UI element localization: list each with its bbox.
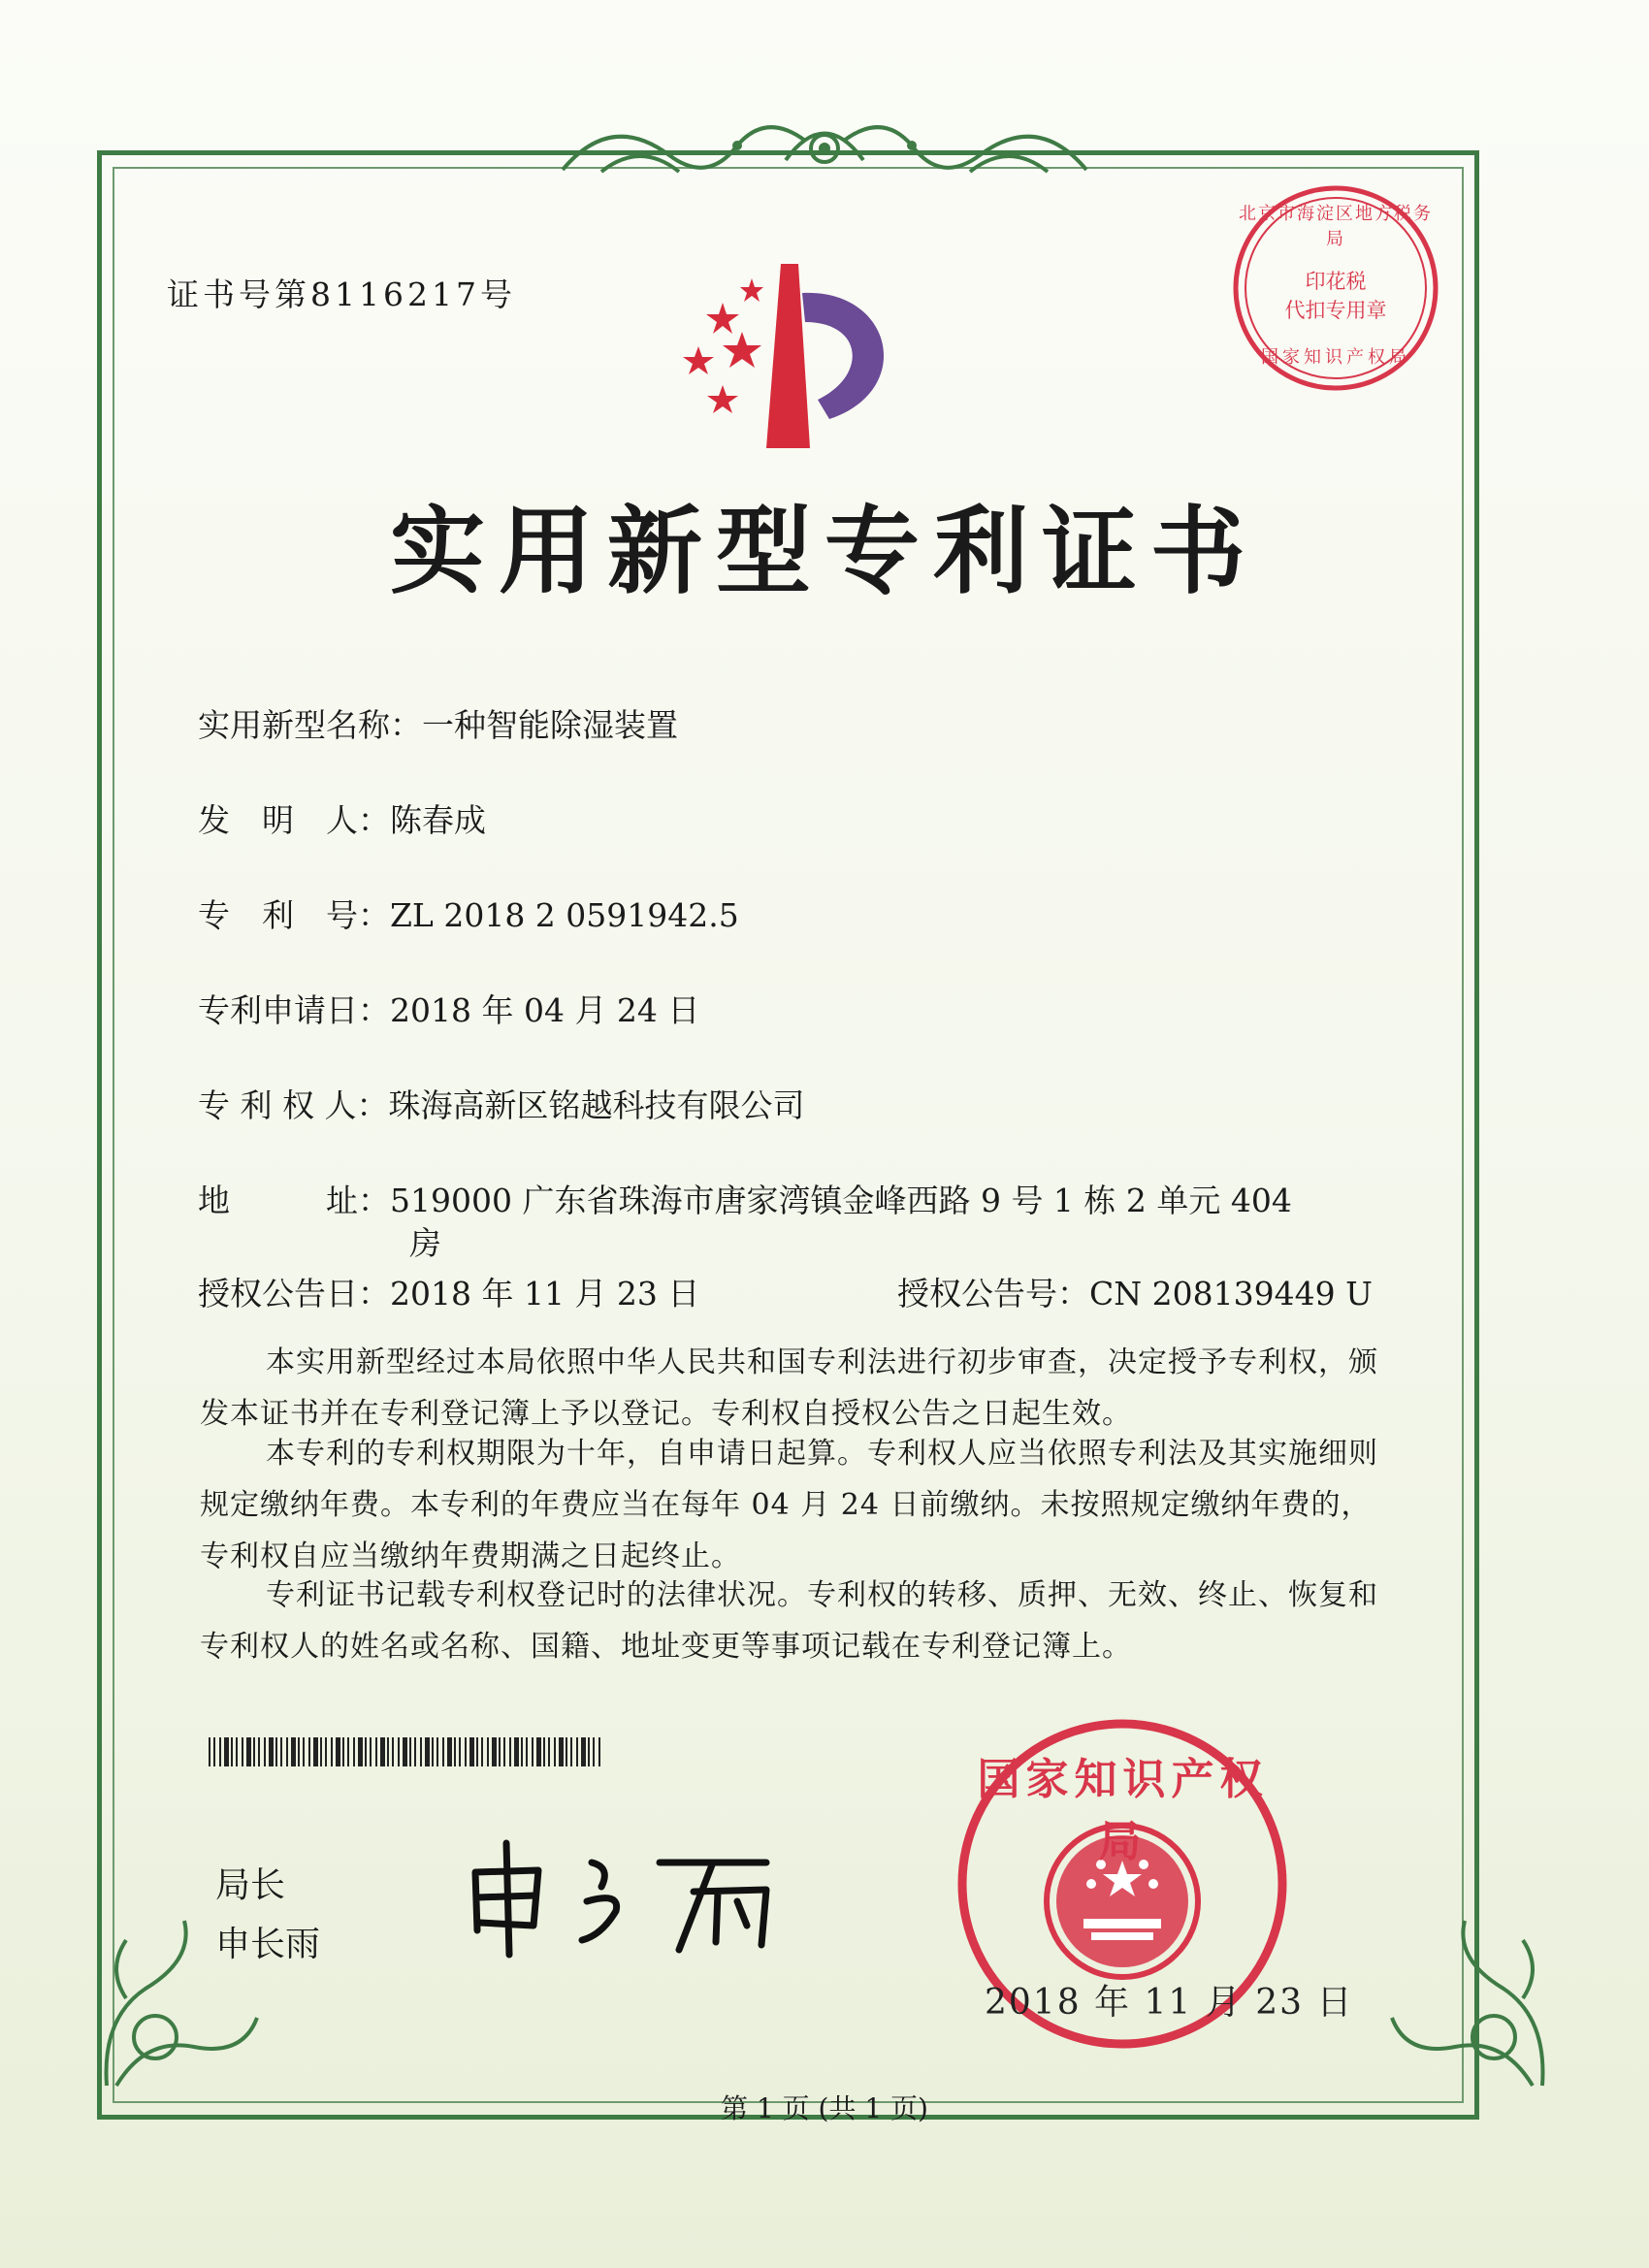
office-seal-ring-text: 国家知识产权局	[977, 1755, 1269, 1866]
grant-date-value: 2018 年 11 月 23 日	[390, 1275, 700, 1312]
patentee-label: 专 利 权 人：	[198, 1086, 389, 1124]
bottom-right-ornament-icon	[1377, 1901, 1562, 2095]
grant-number-row	[897, 1269, 1373, 1314]
patent-office-logo-icon	[664, 254, 926, 458]
patentee-row	[198, 1081, 804, 1126]
page-footer: 第 1 页 (共 1 页)	[721, 2092, 928, 2124]
grant-date-row	[198, 1269, 699, 1314]
address-label: 地 址：	[198, 1182, 390, 1219]
grant-number-label: 授权公告号：	[897, 1275, 1089, 1312]
application-date-row	[198, 986, 699, 1031]
barcode-icon	[209, 1737, 606, 1766]
tax-seal-center-1: 印花税	[1305, 270, 1367, 293]
office-seal-date: 2018 年 11 月 23 日	[985, 1983, 1354, 2023]
certificate-title: 实用新型专利证书	[389, 497, 1259, 607]
paragraph-1: 本实用新型经过本局依照中华人民共和国专利法进行初步审查，决定授予专利权，颁发本证书并在专利登记簿上予以登记。专利权自授权公告之日起生效。	[200, 1345, 1378, 1431]
certificate-number: 证书号第8116217号	[167, 275, 516, 313]
address-value-line2: 房	[409, 1224, 441, 1262]
tax-seal-center-2: 代扣专用章	[1284, 299, 1387, 322]
tax-seal-ring-text: 北京市海淀区地方税务局	[1239, 204, 1433, 249]
inventor-value: 陈春成	[390, 801, 486, 839]
patent-number-row	[198, 891, 739, 936]
address-row	[198, 1176, 1292, 1221]
top-ornament-icon	[543, 102, 1106, 189]
tax-seal-bottom-text: 国家知识产权局	[1261, 347, 1410, 368]
director-title: 局长	[215, 1865, 286, 1905]
utility-model-name-row	[198, 700, 678, 746]
grant-number-value: CN 208139449 U	[1089, 1275, 1373, 1312]
patentee-value: 珠海高新区铭越科技有限公司	[388, 1086, 805, 1124]
application-date-label: 专利申请日：	[198, 991, 390, 1029]
utility-model-name-value: 一种智能除湿装置	[422, 706, 678, 744]
inventor-row	[198, 795, 486, 841]
director-name: 申长雨	[215, 1925, 321, 1964]
patent-number-label: 专 利 号：	[198, 896, 390, 934]
signature-icon	[456, 1833, 805, 1960]
patent-number-value: ZL 2018 2 0591942.5	[390, 896, 739, 934]
utility-model-name-label: 实用新型名称：	[198, 706, 422, 744]
paragraph-2: 本专利的专利权期限为十年，自申请日起算。专利权人应当依照专利法及其实施细则规定缴纳年费。本专利的年费应当在每年 04 月 24 日前缴纳。未按照规定缴纳年费的，专利权自应当缴纳年费期满之日起终止。	[200, 1437, 1378, 1573]
application-date-value: 2018 年 04 月 24 日	[390, 991, 700, 1029]
address-value-line1: 519000 广东省珠海市唐家湾镇金峰西路 9 号 1 栋 2 单元 404	[390, 1182, 1292, 1219]
paragraph-3: 专利证书记载专利权登记时的法律状况。专利权的转移、质押、无效、终止、恢复和专利权人的姓名或名称、国籍、地址变更等事项记载在专利登记簿上。	[200, 1578, 1378, 1664]
tax-stamp-seal	[1230, 182, 1441, 394]
inventor-label: 发 明 人：	[198, 801, 390, 839]
grant-date-label: 授权公告日：	[198, 1275, 390, 1312]
